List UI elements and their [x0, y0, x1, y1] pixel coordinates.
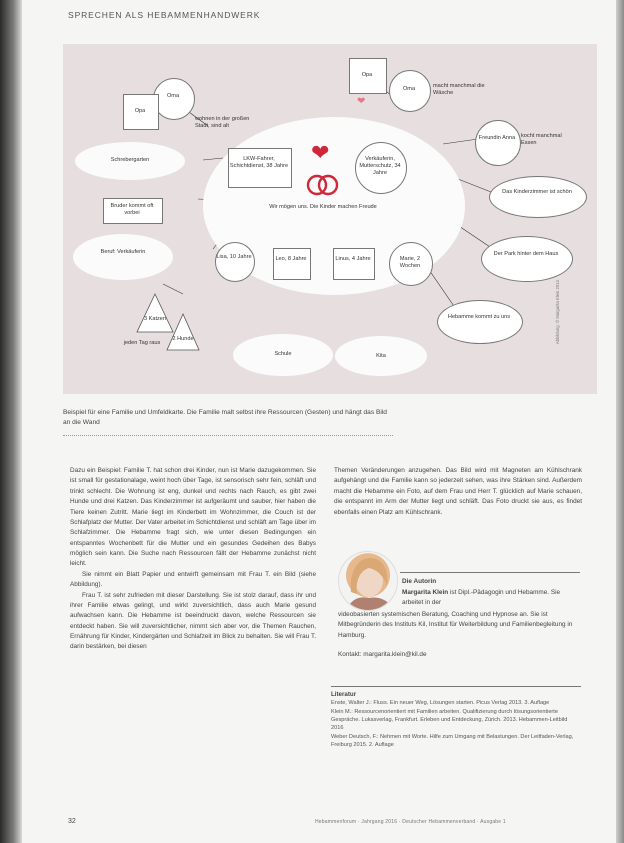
- photo-credit: Abbildung: © Margarita Klein 2014: [555, 280, 560, 344]
- author-name: Margarita Klein: [402, 589, 449, 596]
- figure-caption: Beispiel für eine Familie und Umfeldkarte. Die Familie malt selbst ihre Ressourcen (Gesten) und hängt das Bild an die Wand: [63, 409, 387, 427]
- schule-label: Schule: [274, 351, 292, 357]
- right-column: [334, 466, 582, 518]
- author-heading: Die Autorin: [402, 578, 437, 585]
- running-head: SPRECHEN ALS HEBAMMENHANDWERK: [68, 10, 261, 20]
- family-resource-diagram: [63, 44, 597, 394]
- literature-item: Enste, Walter J.: Fluss. Ein neuer Weg, Lösungen starten. Picus Verlag 2013. 3. Auflage: [331, 700, 550, 707]
- small-heart-icon: ❤: [357, 96, 366, 107]
- oma-left-label: Oma: [166, 93, 180, 99]
- author-photo: [338, 551, 398, 611]
- leo-box: [273, 248, 311, 280]
- bruder-label: Bruder kommt oft vorbei: [110, 203, 154, 216]
- hunde-label: 2 Hunde: [172, 336, 194, 342]
- literature-section: [331, 686, 581, 750]
- hebamme-ellipse: [437, 300, 523, 344]
- author-contact: Kontakt: margarita.klein@kil.de: [338, 651, 427, 658]
- literature-item: Klein M.: Ressourcenorientiert mit Familien arbeiten. Qualifizierung durch lösungsorientierte Gespräche. Lukasverlag, Frankfurt. Erleben und Entdeckung, Zürich. 2013. Hebammen-Leitbild 2016: [331, 708, 568, 732]
- opa-left-label: Opa: [134, 108, 146, 114]
- grandparents-note: wohnen in der großen Stadt, sind alt: [195, 116, 250, 129]
- left-column: [70, 466, 316, 653]
- beruf-ellipse: [73, 234, 173, 280]
- paragraph: Dazu ein Beispiel: Familie T. hat schon drei Kinder, nun ist Marie dazugekommen. Sie ist small für gestationalage, weint hoch über Tage, ist sensorisch sehr fein, schläft und trinkt schlecht. Die Wohnung ist eng, dunkel und rechts nach Rauch, es gibt zwei Hunde und drei Katzen. Das Kinderzimmer ist aufgeräumt und sauber, hier haben die Tiere keinen Zutritt. Marie liegt im Kinderbett im Wohnzimmer, die Couch ist der Schlafplatz der Mutter. Der Vater arbeitet im Schichtdienst und schläft am Tage über im Schlafzimmer. Die Hebamme fragt sich, wie unter diesen Bedingungen ein entspanntes Wochenbett für die Mutter und ein gesundes Gedeihen des Babys möglich sein kann. Die Suche nach Ressourcen fällt der Hebamme zunächst nicht leicht.: [70, 467, 316, 568]
- freundin-circle: [475, 120, 521, 166]
- paragraph: Themen Veränderungen anzugehen. Das Bild wird mit Magneten am Kühlschrank aufgehängt und die Familie kann so jederzeit sehen, was ihre Stärken sind. Außerdem macht die Hebamme ein Foto, auf dem Frau und Herr T. glücklich auf Marie schauen, die entspannt im Arm der Mutter liegt und schläft. Das Foto druckt sie aus, es findet ebenfalls einen Platz am Kühlschrank.: [334, 467, 582, 516]
- kocht-note: kocht manchmal Essen: [521, 133, 562, 146]
- wash-note: macht manchmal die Wäsche: [433, 83, 485, 96]
- linus-box: [333, 248, 375, 280]
- heart-icon: ❤: [311, 140, 330, 165]
- caption-rule: [63, 435, 393, 436]
- opa-right-label: Opa: [361, 72, 373, 78]
- page-number: 32: [68, 818, 76, 825]
- author-bio-2: videobasierten systemischen Beratung, Coaching und Hypnose an. Sie ist Mitbegründerin des Instituts Kil, Institut für Weiterbildung und Familienbegleitung in Hamburg.: [338, 611, 573, 639]
- literature-rule: [331, 686, 581, 687]
- paragraph: Frau T. ist sehr zufrieden mit dieser Darstellung. Sie ist stolz darauf, dass ihr und ihrer Familie etwas gelingt, und wirkt zuversichtlich, dass auch Marie gesund aufwachsen kann. Die Hebamme ist beeindruckt davon, welche Ressourcen sie entdeckt haben. Sie will zuversichtlicher, nimmt sich aber vor, die Themen Rauchen, Ernährung für Kinder, Kindergärten und Schlafzeit im Blick zu behalten. Sie will Frau T. darin bestärken, bei diesen: [70, 591, 316, 651]
- freundin-label: Freundin Anna: [478, 135, 516, 141]
- paragraph: Sie nimmt ein Blatt Papier und entwirft gemeinsam mit Frau T. ein Bild (siehe Abbildung).: [70, 570, 316, 589]
- lisa-circle: [215, 242, 255, 282]
- hebamme-label: Hebamme kommt zu uns: [447, 314, 511, 320]
- author-bio-text: ist Dipl.-Pädagogin und Hebamme. Sie arbeitet in der: [402, 589, 561, 607]
- katzen-label: 3 Katzen: [143, 316, 167, 322]
- jeden-tag-note: jeden Tag raus: [123, 340, 161, 346]
- footer-source: Hebammenforum · Jahrgang 2016 · Deutscher Hebammenverband · Ausgabe 1: [315, 819, 506, 825]
- park-label: Der Park hinter dem Haus: [493, 251, 559, 257]
- author-bio-1: [402, 588, 580, 609]
- schrebergarten-label: Schrebergarten: [110, 157, 150, 163]
- beruf-label: Beruf: Verkäuferin: [100, 249, 146, 255]
- pets-triangles: [135, 292, 215, 358]
- linus-label: Linus, 4 Jahre: [335, 256, 371, 262]
- leo-label: Leo, 8 Jahre: [275, 256, 307, 262]
- kinderzimmer-label: Das Kinderzimmer ist schön: [502, 189, 572, 195]
- page-edge: [616, 0, 624, 843]
- mother-label: Verkäuferin, Mutterschutz, 34 Jahre: [359, 156, 401, 176]
- author-rule: [400, 572, 580, 573]
- literature-heading: Literatur: [331, 691, 357, 698]
- wedding-rings-icon: [303, 172, 343, 198]
- book-gutter: [0, 0, 22, 843]
- center-caption: Wir mögen uns. Die Kinder machen Freude: [269, 204, 377, 210]
- marie-label: Marie, 2 Wochen: [399, 256, 421, 269]
- father-label: LKW-Fahrer, Schichtdienst, 38 Jahre: [229, 156, 289, 169]
- literature-item: Weber Deutsch, F.: Nehmen mit Worte. Hilfe zum Umgang mit Belastungen. Der Leitfaden-Verlag, Freiburg 2015. 2. Auflage: [331, 733, 574, 749]
- lisa-label: Lisa, 10 Jahre: [216, 254, 252, 260]
- author-portrait-image: [339, 552, 397, 610]
- kita-label: Kita: [376, 353, 386, 359]
- oma-right-label: Oma: [402, 86, 416, 92]
- kinderzimmer-ellipse: [489, 176, 587, 218]
